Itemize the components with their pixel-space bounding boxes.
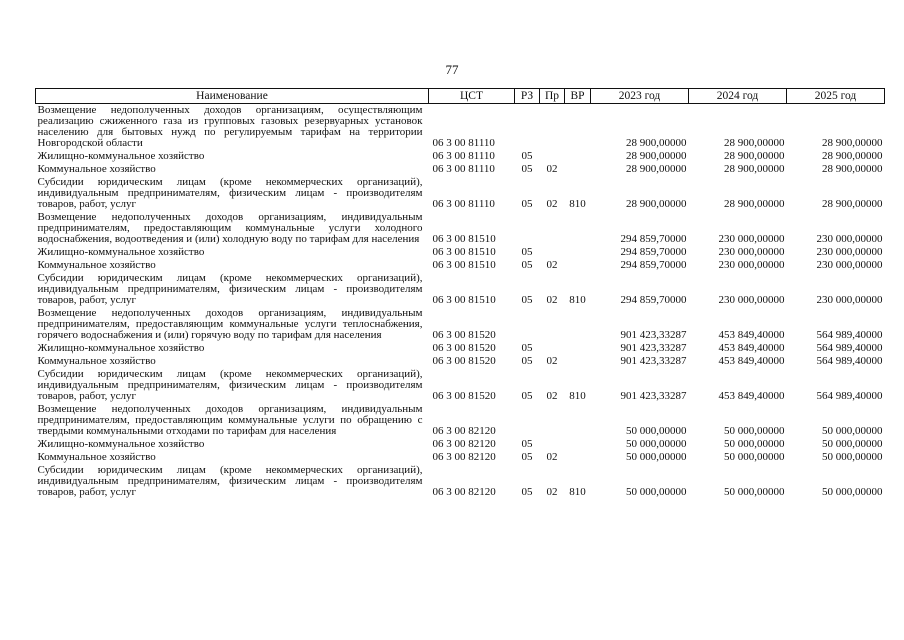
row-rz: 05 [521,259,533,271]
row-name: Субсидии юридическим лицам (кроме некоммерческих организаций), индивидуальным предпринимателям, физическим лицам - производителям товаров, работ, услуг [37,464,423,498]
row-2025: 564 989,40000 [816,390,883,402]
row-vr [565,104,591,151]
row-pr [540,104,565,151]
row-rz: 05 [521,294,533,306]
row-2025: 50 000,00000 [822,451,883,463]
row-cst: 06 3 00 81510 [432,294,496,306]
page-number: 77 [445,62,459,77]
row-name: Жилищно-коммунальное хозяйство [37,246,205,258]
row-2025: 50 000,00000 [822,438,883,450]
header-rz: РЗ [515,89,540,104]
row-2025: 28 900,00000 [822,137,883,149]
row-rz [515,307,540,342]
row-2023: 28 900,00000 [626,150,687,162]
row-2023: 50 000,00000 [626,425,687,437]
row-vr [565,438,591,451]
table-row [36,163,885,176]
row-cst: 06 3 00 81510 [432,259,496,271]
table-row [36,176,885,211]
row-pr: 02 [546,451,558,463]
row-name: Возмещение недополученных доходов организациям, индивидуальным предпринимателям, предоставляющим коммунальные услуги теплоснабжения, горячего водоснабжения и (или) горячую воду по тарифам для населения [37,307,423,341]
row-2024: 28 900,00000 [724,163,785,175]
row-cst: 06 3 00 81110 [432,150,495,162]
row-2023: 901 423,33287 [620,329,687,341]
row-vr [565,211,591,246]
table-row [36,259,885,272]
row-vr [565,451,591,464]
header-2024: 2024 год [689,89,787,104]
row-2023: 901 423,33287 [620,390,687,402]
row-2024: 230 000,00000 [718,246,785,258]
table-row [36,403,885,438]
row-rz: 05 [521,150,533,162]
row-2025: 28 900,00000 [822,150,883,162]
row-2024: 230 000,00000 [718,294,785,306]
row-2024: 28 900,00000 [724,198,785,210]
row-name: Коммунальное хозяйство [37,163,156,175]
row-2023: 294 859,70000 [620,233,687,245]
row-vr [565,403,591,438]
row-name: Субсидии юридическим лицам (кроме некоммерческих организаций), индивидуальным предпринимателям, физическим лицам - производителям товаров, работ, услуг [37,272,423,306]
table-row [36,368,885,403]
row-vr: 810 [569,390,586,402]
row-2023: 28 900,00000 [626,198,687,210]
row-pr [540,342,565,355]
row-vr [565,150,591,163]
row-2023: 50 000,00000 [626,486,687,498]
row-2024: 28 900,00000 [724,150,785,162]
table-row [36,342,885,355]
header-vr: ВР [565,89,591,104]
row-rz: 05 [521,163,533,175]
row-2025: 564 989,40000 [816,329,883,341]
row-rz: 05 [521,438,533,450]
row-name: Субсидии юридическим лицам (кроме некоммерческих организаций), индивидуальным предпринимателям, физическим лицам - производителям товаров, работ, услуг [37,368,423,402]
row-cst: 06 3 00 82120 [432,425,496,437]
row-2023: 28 900,00000 [626,137,687,149]
row-pr [540,307,565,342]
row-2025: 230 000,00000 [816,233,883,245]
row-2025: 230 000,00000 [816,259,883,271]
row-cst: 06 3 00 81520 [432,390,496,402]
row-rz: 05 [521,390,533,402]
row-2025: 28 900,00000 [822,163,883,175]
row-2024: 28 900,00000 [724,137,785,149]
row-rz: 05 [521,198,533,210]
row-rz [515,211,540,246]
row-vr [565,246,591,259]
table-row [36,211,885,246]
row-name: Жилищно-коммунальное хозяйство [37,150,205,162]
table-row [36,246,885,259]
row-pr: 02 [546,198,558,210]
row-2023: 50 000,00000 [626,438,687,450]
header-row [36,89,885,104]
row-pr [540,246,565,259]
row-vr [565,307,591,342]
row-pr [540,150,565,163]
row-2024: 453 849,40000 [718,329,785,341]
row-cst: 06 3 00 81510 [432,233,496,245]
row-2024: 453 849,40000 [718,390,785,402]
row-2024: 230 000,00000 [718,259,785,271]
row-2025: 230 000,00000 [816,246,883,258]
row-2023: 294 859,70000 [620,294,687,306]
row-2023: 901 423,33287 [620,355,687,367]
row-2025: 50 000,00000 [822,486,883,498]
row-pr: 02 [546,259,558,271]
row-2024: 453 849,40000 [718,342,785,354]
row-name: Жилищно-коммунальное хозяйство [37,342,205,354]
row-pr [540,403,565,438]
header-cst: ЦСТ [429,89,515,104]
row-rz: 05 [521,246,533,258]
row-name: Жилищно-коммунальное хозяйство [37,438,205,450]
table-row [36,438,885,451]
header-2025: 2025 год [787,89,885,104]
row-2024: 230 000,00000 [718,233,785,245]
row-name: Возмещение недополученных доходов организациям, индивидуальным предпринимателям, предоставляющим коммунальные услуги холодного водоснабжения, водоотведения и (или) холодную воду по тарифам для населения [37,211,423,245]
table-row [36,104,885,151]
row-cst: 06 3 00 81510 [432,246,496,258]
row-pr: 02 [546,355,558,367]
row-pr [540,211,565,246]
row-2024: 50 000,00000 [724,425,785,437]
row-rz: 05 [521,451,533,463]
row-2024: 50 000,00000 [724,451,785,463]
table-row [36,307,885,342]
header-2023: 2023 год [591,89,689,104]
table-row [36,272,885,307]
row-name: Коммунальное хозяйство [37,259,156,271]
row-cst: 06 3 00 82120 [432,486,496,498]
row-vr: 810 [569,486,586,498]
row-cst: 06 3 00 82120 [432,438,496,450]
row-2023: 50 000,00000 [626,451,687,463]
row-vr: 810 [569,198,586,210]
table-row [36,355,885,368]
row-rz [515,104,540,151]
row-rz: 05 [521,342,533,354]
row-vr [565,163,591,176]
row-name: Коммунальное хозяйство [37,451,156,463]
row-cst: 06 3 00 81520 [432,355,496,367]
row-vr [565,342,591,355]
row-vr [565,259,591,272]
row-pr [540,438,565,451]
budget-table [35,88,885,499]
row-name: Возмещение недополученных доходов организациям, осуществляющим реализацию сжиженного газа из групповых газовых резервуарных установок населению для бытовых нужд по регулируемым тарифам на территории Новгородской области [37,104,423,149]
row-2025: 564 989,40000 [816,355,883,367]
row-rz: 05 [521,355,533,367]
row-cst: 06 3 00 81520 [432,329,496,341]
row-pr: 02 [546,390,558,402]
row-2025: 50 000,00000 [822,425,883,437]
row-cst: 06 3 00 81520 [432,342,496,354]
row-2025: 230 000,00000 [816,294,883,306]
row-pr: 02 [546,486,558,498]
row-name: Коммунальное хозяйство [37,355,156,367]
row-2023: 294 859,70000 [620,259,687,271]
header-pr: Пр [540,89,565,104]
row-2024: 453 849,40000 [718,355,785,367]
row-pr: 02 [546,294,558,306]
row-cst: 06 3 00 82120 [432,451,496,463]
row-vr [565,355,591,368]
row-2023: 901 423,33287 [620,342,687,354]
table-row [36,451,885,464]
row-2023: 294 859,70000 [620,246,687,258]
table-row [36,464,885,499]
row-rz: 05 [521,486,533,498]
row-name: Субсидии юридическим лицам (кроме некоммерческих организаций), индивидуальным предпринимателям, физическим лицам - производителям товаров, работ, услуг [37,176,423,210]
row-name: Возмещение недополученных доходов организациям, индивидуальным предпринимателям, предоставляющим коммунальные услуги по обращению с твердыми коммунальными отходами по тарифам для населения [37,403,423,437]
row-2024: 50 000,00000 [724,486,785,498]
header-name: Наименование [36,89,429,104]
row-rz [515,403,540,438]
table-row [36,150,885,163]
row-vr: 810 [569,294,586,306]
row-2025: 28 900,00000 [822,198,883,210]
row-2024: 50 000,00000 [724,438,785,450]
row-2025: 564 989,40000 [816,342,883,354]
row-pr: 02 [546,163,558,175]
row-cst: 06 3 00 81110 [432,198,495,210]
row-cst: 06 3 00 81110 [432,137,495,149]
row-2023: 28 900,00000 [626,163,687,175]
row-cst: 06 3 00 81110 [432,163,495,175]
